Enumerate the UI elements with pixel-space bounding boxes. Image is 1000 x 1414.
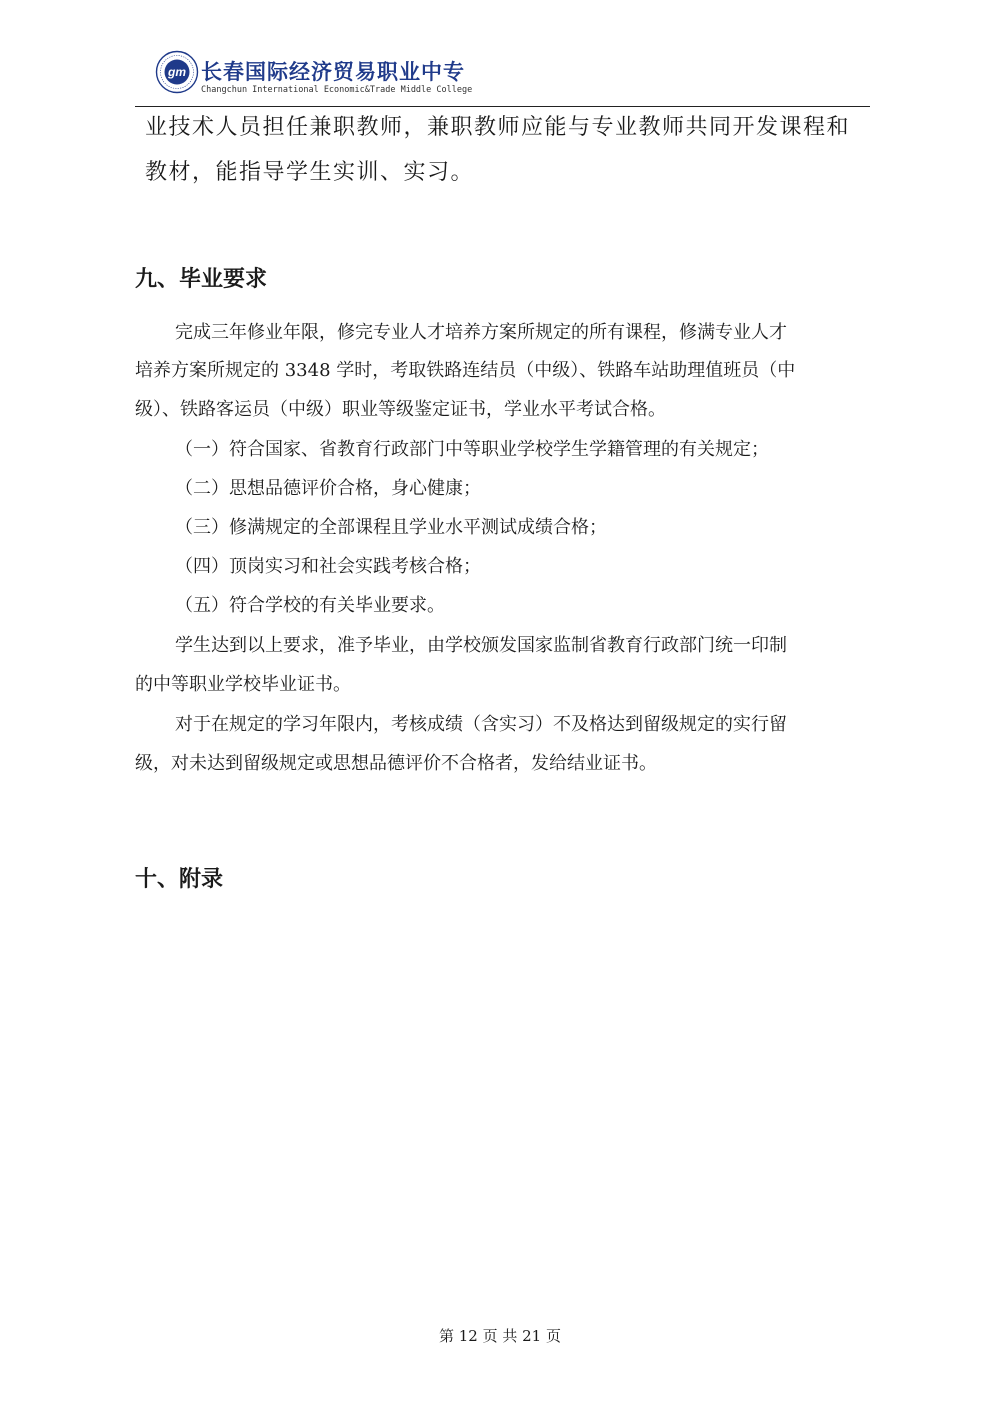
header-divider bbox=[135, 106, 870, 107]
requirement-item: （三）修满规定的全部课程且学业水平测试成绩合格； bbox=[175, 517, 607, 538]
paragraph-line: 的中等职业学校毕业证书。 bbox=[135, 674, 351, 695]
logo-text: gm bbox=[168, 65, 186, 79]
paragraph-line: 培养方案所规定的 3348 学时，考取铁路连结员（中级）、铁路车站助理值班员（中 bbox=[135, 360, 796, 381]
requirement-item: （五）符合学校的有关毕业要求。 bbox=[175, 595, 445, 616]
page-number: 第 12 页 共 21 页 bbox=[438, 1327, 561, 1345]
school-logo-icon bbox=[155, 50, 199, 94]
paragraph-line: 完成三年修业年限，修完专业人才培养方案所规定的所有课程，修满专业人才 bbox=[175, 322, 787, 343]
section-title-appendix: 十、附录 bbox=[135, 867, 224, 892]
requirement-item: （二）思想品德评价合格，身心健康； bbox=[175, 478, 481, 499]
continuation-line: 教材，能指导学生实训、实习。 bbox=[145, 160, 475, 185]
document-header bbox=[155, 50, 875, 106]
paragraph-line: 对于在规定的学习年限内，考核成绩（含实习）不及格达到留级规定的实行留 bbox=[175, 714, 787, 735]
continuation-line: 业技术人员担任兼职教师，兼职教师应能与专业教师共同开发课程和 bbox=[145, 115, 851, 140]
section-title-graduation-requirements: 九、毕业要求 bbox=[135, 267, 268, 292]
requirement-item: （四）顶岗实习和社会实践考核合格； bbox=[175, 556, 481, 577]
school-name-english: Changchun International Economic&Trade Middle College bbox=[201, 85, 473, 95]
requirement-item: （一）符合国家、省教育行政部门中等职业学校学生学籍管理的有关规定； bbox=[175, 439, 769, 460]
paragraph-line: 学生达到以上要求，准予毕业，由学校颁发国家监制省教育行政部门统一印制 bbox=[175, 635, 787, 656]
paragraph-line: 级，对未达到留级规定或思想品德评价不合格者，发给结业证书。 bbox=[135, 753, 657, 774]
paragraph-line: 级）、铁路客运员（中级）职业等级鉴定证书，学业水平考试合格。 bbox=[135, 399, 666, 420]
school-name-chinese: 长春国际经济贸易职业中专 bbox=[201, 60, 465, 84]
